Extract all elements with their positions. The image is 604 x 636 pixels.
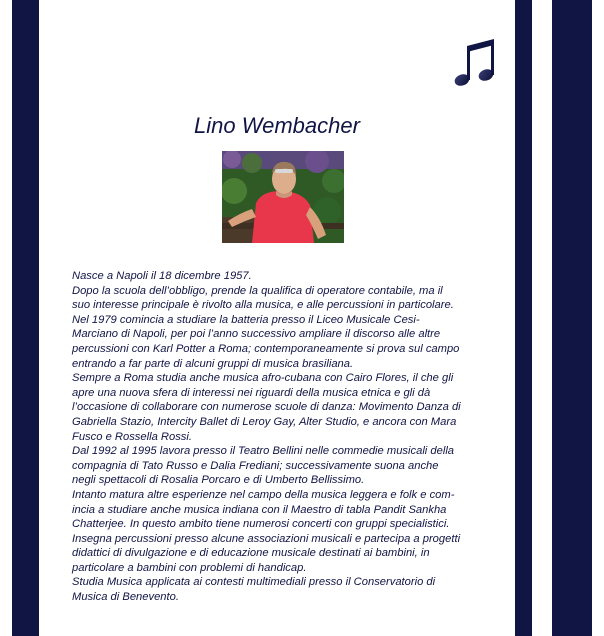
bio-line: negli spettacoli di Rosalia Porcaro e di Umberto Bellissimo. [72, 474, 365, 487]
bio-line: Nel 1979 comincia a studiare la batteria presso il Liceo Musicale Cesi- [72, 313, 420, 326]
bio-line: Marciano di Napoli, per poi l’anno successivo ampliare il discorso alle altre [72, 328, 441, 341]
bio-line: suo interesse principale è rivolto alla musica, e alle percussioni in particolare. [72, 299, 454, 312]
bio-line: compagnia di Tato Russo e Dalia Frediani; successivamente suona anche [72, 459, 439, 472]
bio-line: Insegna percussioni presso alcune associazioni musicali e partecipa a progetti [72, 532, 461, 545]
right-inner-stripe [515, 0, 532, 636]
bio-line: apre una nuova sfera di interessi nei riguardi della musica etnica e gli dà [72, 386, 431, 399]
bio-line: Chatterjee. In questo ambito tiene numerosi concerti con gruppi specialistici. [72, 518, 450, 531]
biography-text [72, 269, 502, 605]
page-title: Lino Wembacher [194, 113, 360, 138]
right-outer-stripe [552, 0, 592, 636]
bio-line: incia a studiare anche musica indiana con il Maestro di tabla Pandit Sankha [72, 503, 447, 516]
bio-line: didattici di divulgazione e di educazione musicale destinati ai bambini, in [72, 547, 430, 560]
bio-line: particolare a bambini con problemi di handicap. [72, 561, 307, 574]
bio-line: Fusco e Rossella Rossi. [72, 430, 192, 443]
left-border-stripe [12, 0, 39, 636]
bio-line: Gabriella Stazio, Intercity Ballet di Leroy Gay, Alter Studio, e ancora con Mara [72, 415, 457, 428]
bio-line: Intanto matura altre esperienze nel campo della musica leggera e folk e com- [72, 488, 455, 501]
bio-line: Dal 1992 al 1995 lavora presso il Teatro Bellini nelle commedie musicali della [72, 445, 455, 458]
bio-line: l’occasione di collaborare con numerose scuole di danza: Movimento Danza di [72, 401, 461, 414]
bio-line: Nasce a Napoli il 18 dicembre 1957. [72, 270, 252, 282]
bio-line: Dopo la scuola dell’obbligo, prende la qualifica di operatore contabile, ma il [72, 284, 443, 297]
bio-line: percussioni con Karl Potter a Roma; contemporaneamente si prova sul campo [72, 342, 460, 355]
bio-line: entrando a far parte di alcuni gruppi di musica brasiliana. [72, 357, 354, 370]
bio-line: Studia Musica applicata ai contesti multimediali presso il Conservatorio di [72, 576, 436, 589]
bio-line: Musica di Benevento. [72, 591, 179, 604]
portrait-photo [222, 151, 344, 243]
music-note-icon [453, 36, 497, 90]
bio-line: Sempre a Roma studia anche musica afro-cubana con Cairo Flores, il che gli [72, 372, 454, 385]
